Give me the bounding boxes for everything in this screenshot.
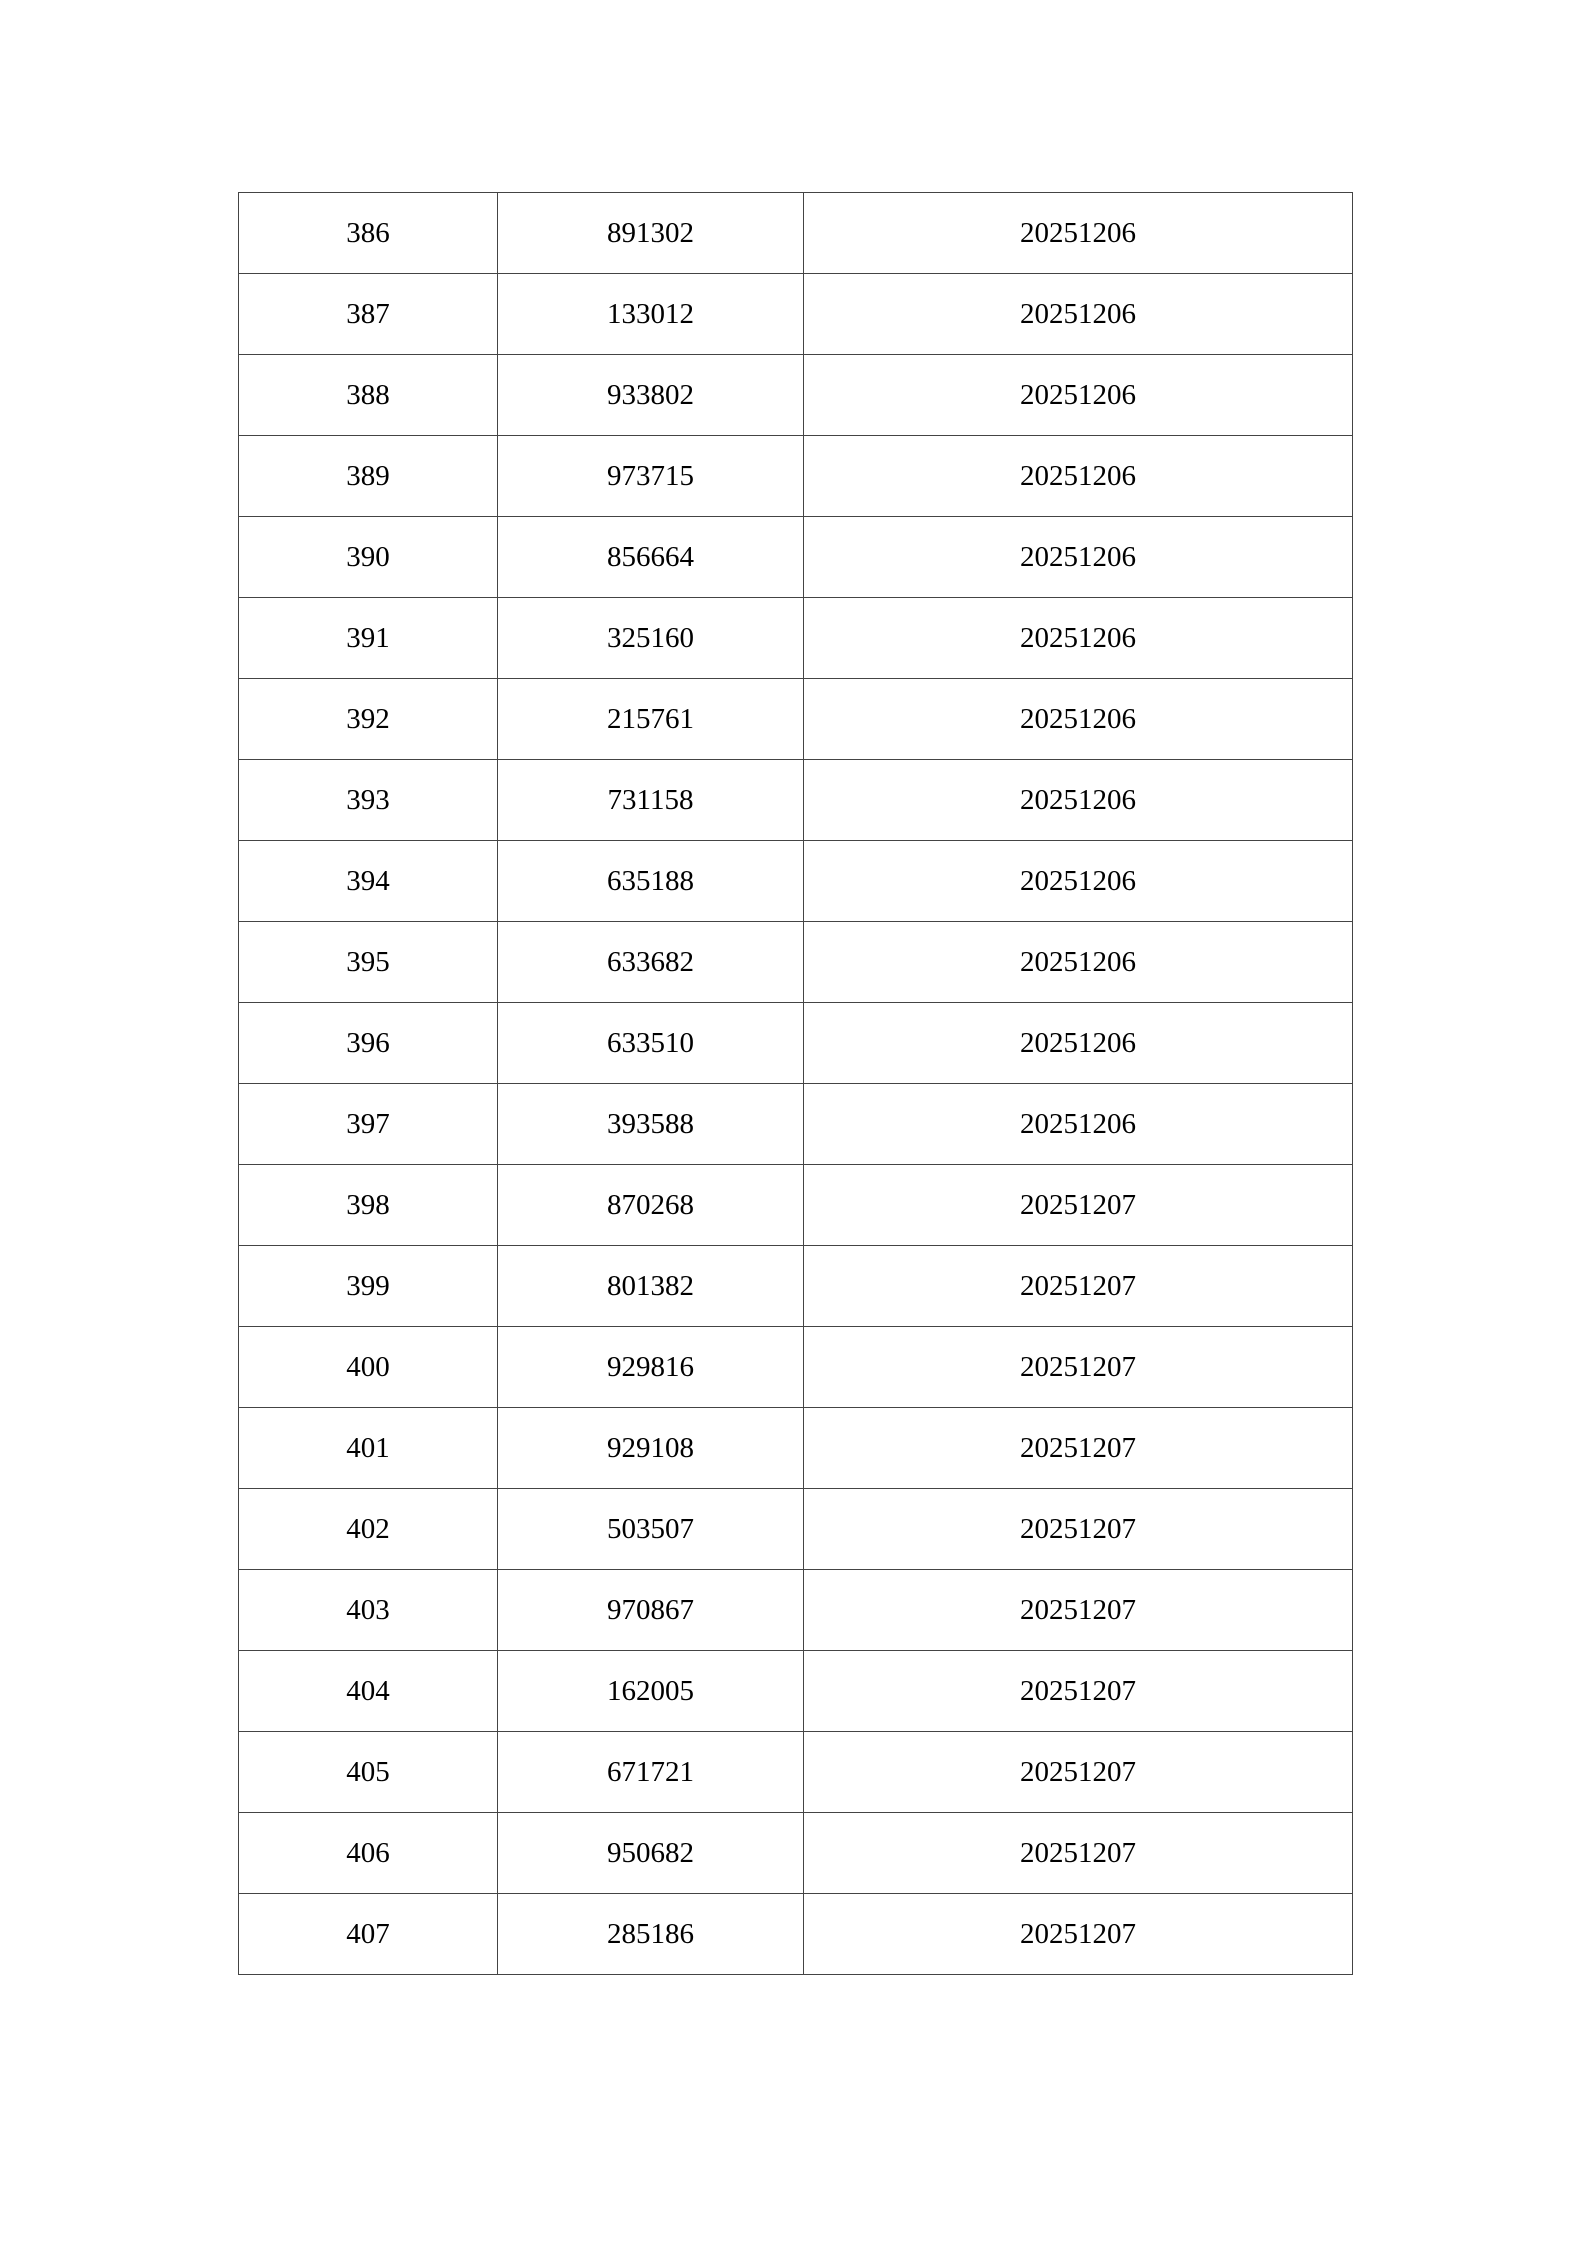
table-row [239, 1813, 1353, 1894]
row-number-cell: 394 [239, 841, 498, 922]
code-cell: 285186 [498, 1894, 804, 1975]
code-cell: 891302 [498, 193, 804, 274]
table-row [239, 1246, 1353, 1327]
table-row [239, 1327, 1353, 1408]
row-number-cell: 399 [239, 1246, 498, 1327]
row-number-cell: 404 [239, 1651, 498, 1732]
date-cell: 20251207 [804, 1813, 1353, 1894]
row-number-cell: 405 [239, 1732, 498, 1813]
table-row [239, 1570, 1353, 1651]
row-number-cell: 390 [239, 517, 498, 598]
row-number-cell: 406 [239, 1813, 498, 1894]
row-number-cell: 403 [239, 1570, 498, 1651]
date-cell: 20251207 [804, 1327, 1353, 1408]
code-cell: 633510 [498, 1003, 804, 1084]
table-row [239, 355, 1353, 436]
date-cell: 20251207 [804, 1165, 1353, 1246]
date-cell: 20251207 [804, 1894, 1353, 1975]
row-number-cell: 388 [239, 355, 498, 436]
code-cell: 856664 [498, 517, 804, 598]
date-cell: 20251206 [804, 841, 1353, 922]
date-cell: 20251207 [804, 1570, 1353, 1651]
date-cell: 20251206 [804, 355, 1353, 436]
date-cell: 20251206 [804, 517, 1353, 598]
table-row [239, 760, 1353, 841]
table-row [239, 1651, 1353, 1732]
date-cell: 20251207 [804, 1246, 1353, 1327]
record-table [238, 192, 1353, 1975]
date-cell: 20251206 [804, 274, 1353, 355]
code-cell: 325160 [498, 598, 804, 679]
date-cell: 20251206 [804, 1084, 1353, 1165]
code-cell: 801382 [498, 1246, 804, 1327]
row-number-cell: 393 [239, 760, 498, 841]
code-cell: 970867 [498, 1570, 804, 1651]
date-cell: 20251206 [804, 760, 1353, 841]
code-cell: 950682 [498, 1813, 804, 1894]
row-number-cell: 395 [239, 922, 498, 1003]
table-row [239, 679, 1353, 760]
table-row [239, 1408, 1353, 1489]
date-cell: 20251207 [804, 1651, 1353, 1732]
row-number-cell: 402 [239, 1489, 498, 1570]
row-number-cell: 396 [239, 1003, 498, 1084]
table-row [239, 841, 1353, 922]
code-cell: 870268 [498, 1165, 804, 1246]
date-cell: 20251207 [804, 1732, 1353, 1813]
code-cell: 635188 [498, 841, 804, 922]
code-cell: 162005 [498, 1651, 804, 1732]
date-cell: 20251206 [804, 679, 1353, 760]
date-cell: 20251207 [804, 1408, 1353, 1489]
code-cell: 133012 [498, 274, 804, 355]
table-row [239, 1003, 1353, 1084]
table-row [239, 274, 1353, 355]
code-cell: 973715 [498, 436, 804, 517]
date-cell: 20251206 [804, 598, 1353, 679]
date-cell: 20251206 [804, 193, 1353, 274]
table-row [239, 1165, 1353, 1246]
row-number-cell: 389 [239, 436, 498, 517]
row-number-cell: 400 [239, 1327, 498, 1408]
code-cell: 215761 [498, 679, 804, 760]
table-row [239, 1084, 1353, 1165]
code-cell: 393588 [498, 1084, 804, 1165]
code-cell: 503507 [498, 1489, 804, 1570]
table-row [239, 922, 1353, 1003]
date-cell: 20251207 [804, 1489, 1353, 1570]
date-cell: 20251206 [804, 436, 1353, 517]
code-cell: 671721 [498, 1732, 804, 1813]
table-row [239, 1894, 1353, 1975]
code-cell: 633682 [498, 922, 804, 1003]
row-number-cell: 387 [239, 274, 498, 355]
code-cell: 933802 [498, 355, 804, 436]
table-row [239, 1732, 1353, 1813]
row-number-cell: 391 [239, 598, 498, 679]
table-row [239, 517, 1353, 598]
table-row [239, 436, 1353, 517]
date-cell: 20251206 [804, 922, 1353, 1003]
row-number-cell: 386 [239, 193, 498, 274]
row-number-cell: 392 [239, 679, 498, 760]
code-cell: 929816 [498, 1327, 804, 1408]
code-cell: 731158 [498, 760, 804, 841]
row-number-cell: 407 [239, 1894, 498, 1975]
row-number-cell: 397 [239, 1084, 498, 1165]
code-cell: 929108 [498, 1408, 804, 1489]
date-cell: 20251206 [804, 1003, 1353, 1084]
table-row [239, 1489, 1353, 1570]
row-number-cell: 401 [239, 1408, 498, 1489]
table-row [239, 193, 1353, 274]
table-row [239, 598, 1353, 679]
row-number-cell: 398 [239, 1165, 498, 1246]
